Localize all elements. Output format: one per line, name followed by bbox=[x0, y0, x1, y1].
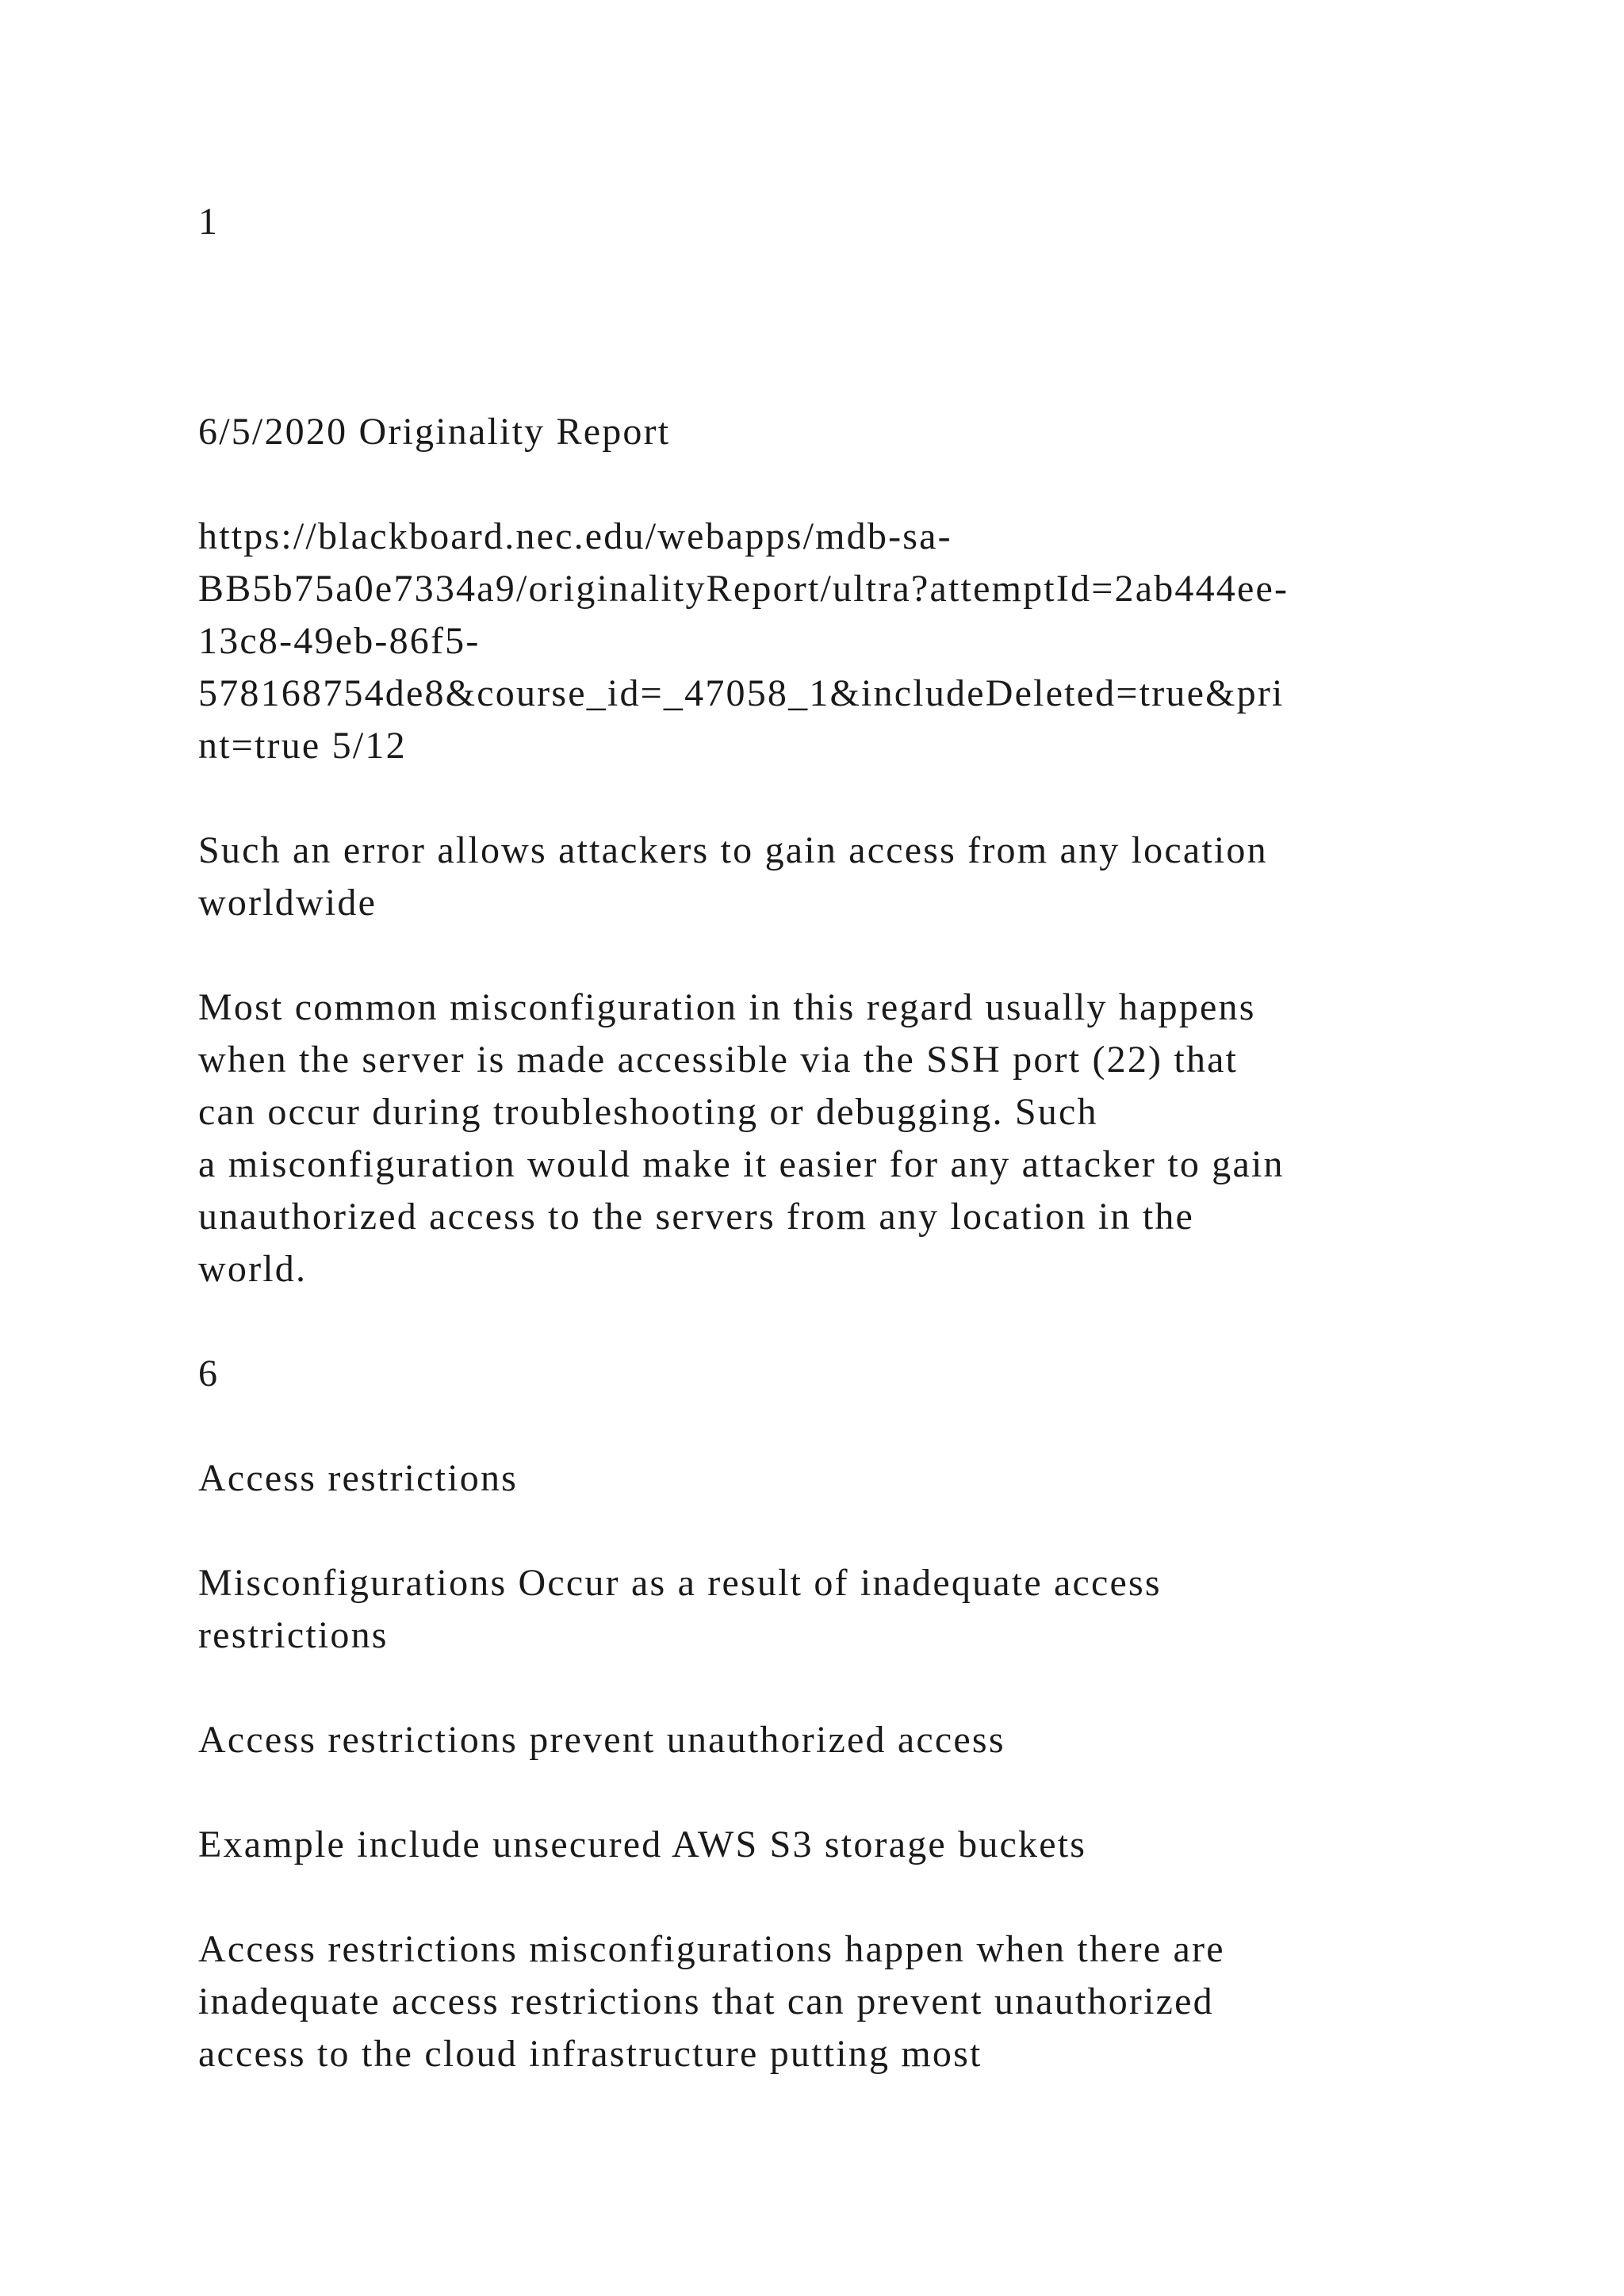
common-paragraph-line-3: can occur during troubleshooting or debugging. Such bbox=[198, 1091, 1098, 1133]
common-paragraph-line-2: when the server is made accessible via the SSH port (22) that bbox=[198, 1039, 1239, 1081]
final-paragraph-line-1: Access restrictions misconfigurations happen when there are bbox=[198, 1928, 1225, 1970]
prevent-paragraph: Access restrictions prevent unauthorized access bbox=[198, 1719, 1005, 1761]
section-heading: Access restrictions bbox=[198, 1457, 519, 1499]
example-paragraph: Example include unsecured AWS S3 storage buckets bbox=[198, 1823, 1087, 1866]
common-paragraph-line-6: world. bbox=[198, 1248, 308, 1290]
final-paragraph-line-3: access to the cloud infrastructure putting most bbox=[198, 2033, 982, 2075]
report-url-line-3: 13c8-49eb-86f5- bbox=[198, 620, 481, 662]
report-url-line-4: 578168754de8&course_id=_47058_1&includeDeleted=true&pri bbox=[198, 672, 1285, 714]
report-url-line-2: BB5b75a0e7334a9/originalityReport/ultra?attemptId=2ab444ee- bbox=[198, 568, 1289, 610]
report-url-line-1: https://blackboard.nec.edu/webapps/mdb-sa- bbox=[198, 515, 952, 557]
section-number: 6 bbox=[198, 1353, 220, 1395]
error-paragraph-line-2: worldwide bbox=[198, 882, 377, 924]
final-paragraph-line-2: inadequate access restrictions that can prevent unauthorized bbox=[198, 1980, 1214, 2022]
occur-paragraph-line-2: restrictions bbox=[198, 1614, 389, 1656]
page-number: 1 bbox=[198, 201, 220, 243]
common-paragraph-line-5: unauthorized access to the servers from any location in the bbox=[198, 1196, 1195, 1238]
report-date-title: 6/5/2020 Originality Report bbox=[198, 411, 671, 453]
error-paragraph-line-1: Such an error allows attackers to gain access from any location bbox=[198, 829, 1268, 871]
common-paragraph-line-1: Most common misconfiguration in this regard usually happens bbox=[198, 986, 1256, 1028]
report-url-line-5: nt=true 5/12 bbox=[198, 725, 407, 767]
common-paragraph-line-4: a misconfiguration would make it easier for any attacker to gain bbox=[198, 1143, 1285, 1185]
occur-paragraph-line-1: Misconfigurations Occur as a result of inadequate access bbox=[198, 1562, 1162, 1604]
